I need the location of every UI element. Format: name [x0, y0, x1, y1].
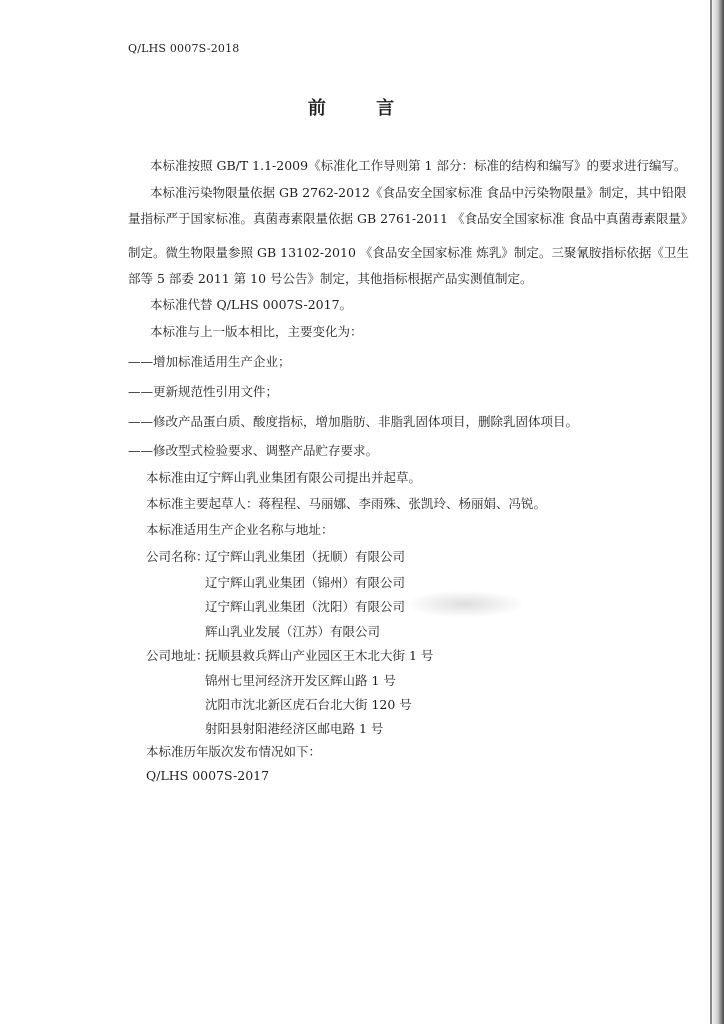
- change-item-3: ——修改产品蛋白质、酸度指标，增加脂肪、非脂乳固体项目，删除乳固体项目。: [128, 414, 579, 429]
- company-name-jiangsu: 辉山乳业发展（江苏）有限公司: [205, 624, 381, 639]
- company-name-jinzhou: 辽宁辉山乳业集团（锦州）有限公司: [205, 575, 406, 590]
- paragraph-2-line-1: 本标准污染物限量依据 GB 2762-2012《食品安全国家标准 食品中污染物限量》制定，其中铅限: [150, 185, 687, 200]
- company-name-label: 公司名称：: [146, 549, 209, 564]
- company-address-sheyang: 射阳县射阳港经济区邮电路 1 号: [205, 721, 384, 736]
- change-item-2: ——更新规范性引用文件；: [128, 384, 279, 399]
- scan-edge-line: [710, 0, 712, 1024]
- enterprise-heading: 本标准适用生产企业名称与地址：: [146, 522, 334, 537]
- scan-smudge: [405, 590, 525, 618]
- change-item-1: ——增加标准适用生产企业；: [128, 354, 291, 369]
- history-heading: 本标准历年版次发布情况如下：: [146, 744, 322, 759]
- drafter-statement: 本标准由辽宁辉山乳业集团有限公司提出并起草。: [146, 470, 422, 485]
- paragraph-2-line-4: 部等 5 部委 2011 第 10 号公告》制定，其他指标根据产品实测值制定。: [128, 271, 533, 286]
- company-name-shenyang: 辽宁辉山乳业集团（沈阳）有限公司: [205, 599, 406, 614]
- standard-code: Q/LHS 0007S-2018: [128, 42, 240, 55]
- paragraph-2-line-2: 量指标严于国家标准。真菌毒素限量依据 GB 2761-2011 《食品安全国家标准 食品中真菌毒素限量》: [128, 211, 694, 226]
- paragraph-1: 本标准按照 GB/T 1.1-2009《标准化工作导则第 1 部分：标准的结构和编写》的要求进行编写。: [150, 158, 687, 173]
- page-title: 前 言: [307, 98, 417, 119]
- change-item-4: ——修改型式检验要求、调整产品贮存要求。: [128, 443, 379, 458]
- scan-edge-shadow: [710, 0, 724, 1024]
- company-address-label: 公司地址：: [146, 648, 209, 663]
- paragraph-4: 本标准与上一版本相比，主要变化为：: [150, 324, 363, 339]
- paragraph-3: 本标准代替 Q/LHS 0007S-2017。: [150, 297, 353, 312]
- company-name-fushun: 辽宁辉山乳业集团（抚顺）有限公司: [205, 549, 406, 564]
- main-drafters: 本标准主要起草人：蒋程程、马丽娜、李雨殊、张凯玲、杨丽娟、冯锐。: [146, 496, 547, 511]
- paragraph-2-line-3: 制定。微生物限量参照 GB 13102-2010 《食品安全国家标准 炼乳》制定。三聚氰胺指标依据《卫生: [128, 245, 689, 260]
- company-address-shenyang: 沈阳市沈北新区虎石台北大街 120 号: [205, 697, 412, 712]
- history-item: Q/LHS 0007S-2017: [146, 768, 270, 783]
- company-address-jinzhou: 锦州七里河经济开发区辉山路 1 号: [205, 673, 396, 688]
- company-address-fushun: 抚顺县救兵辉山产业园区王木北大街 1 号: [205, 648, 434, 663]
